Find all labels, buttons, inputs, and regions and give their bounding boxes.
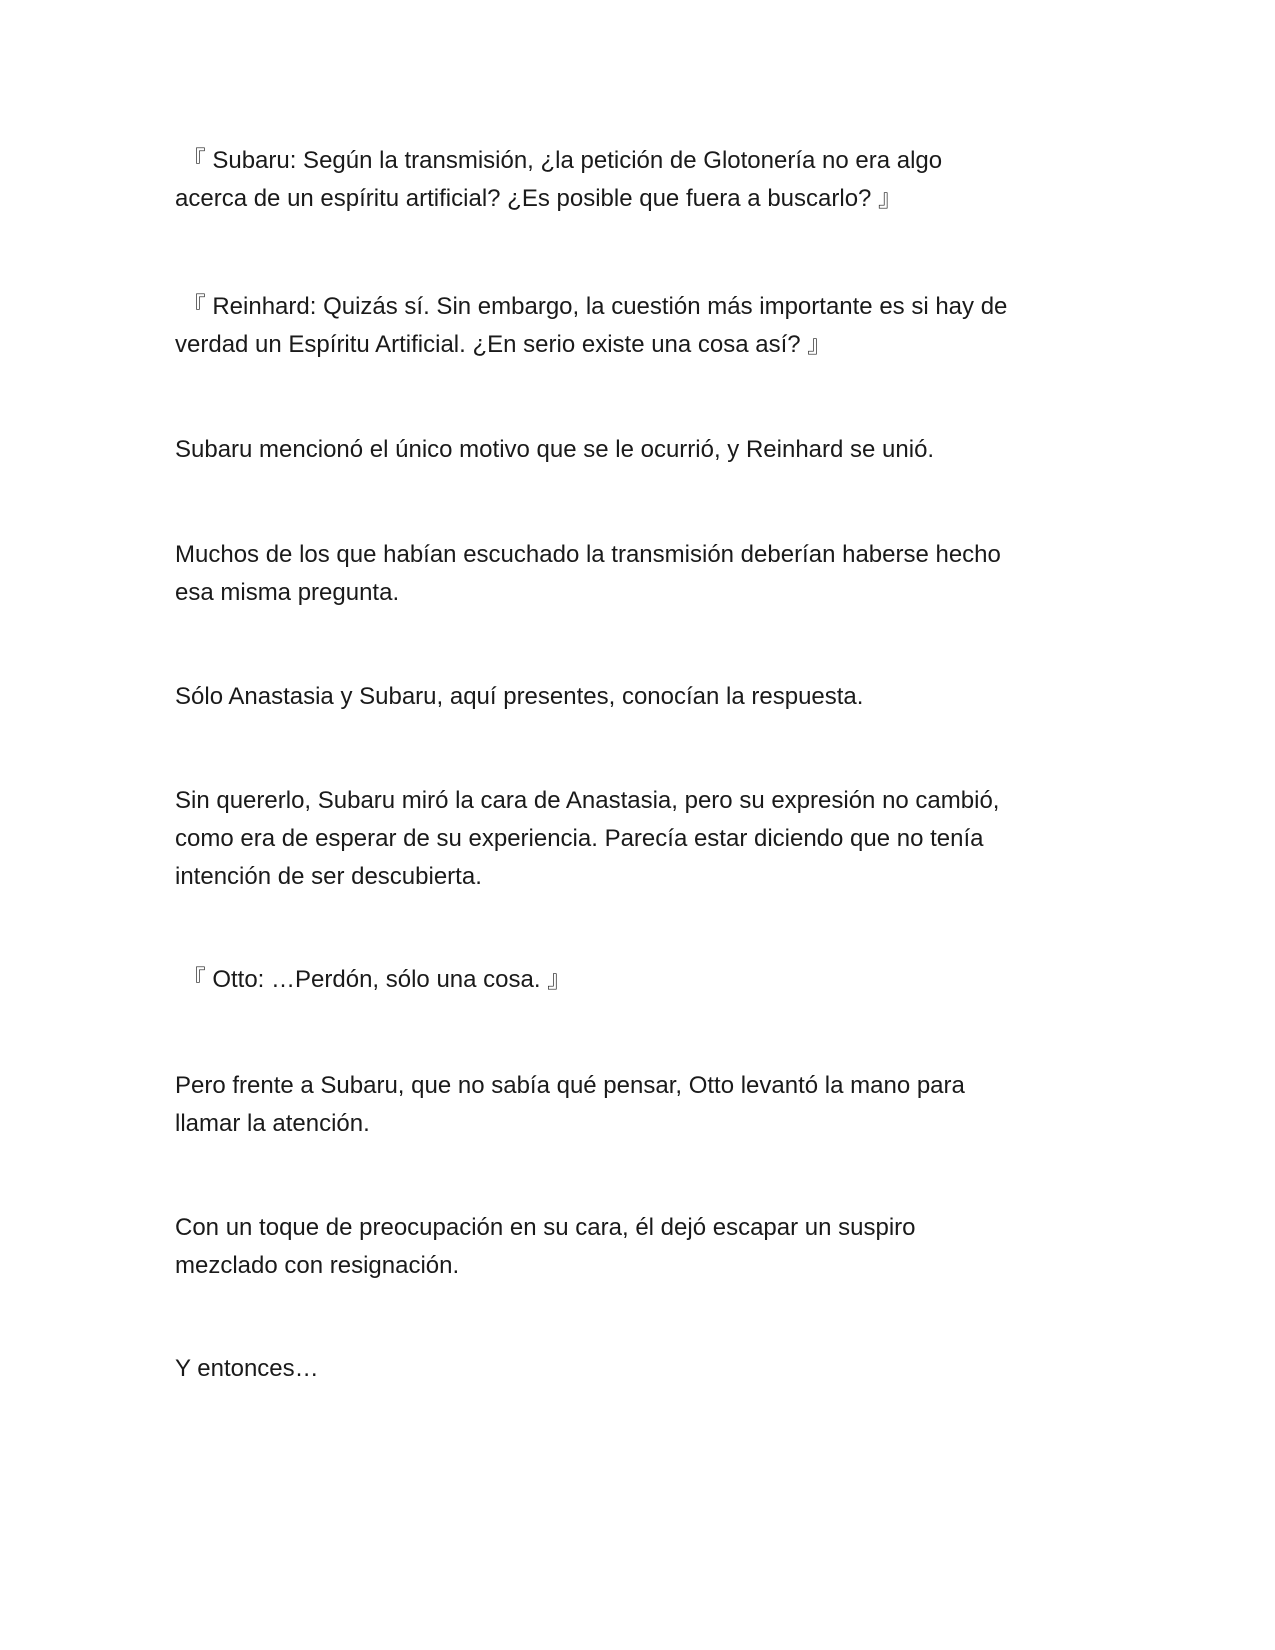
text-line: 『 Otto: …Perdón, sólo una cosa. 』 (175, 966, 572, 993)
paragraph-otto-dialogue (175, 961, 1095, 999)
text-line: Y entonces… (175, 1355, 319, 1382)
paragraph-narration (175, 536, 1095, 612)
text-line: intención de ser descubierta. (175, 863, 482, 890)
text-line: Pero frente a Subaru, que no sabía qué pensar, Otto levantó la mano para (175, 1072, 965, 1099)
text-line: Sin quererlo, Subaru miró la cara de Anastasia, pero su expresión no cambió, (175, 787, 1000, 814)
text-line: Con un toque de preocupación en su cara, él dejó escapar un suspiro (175, 1214, 916, 1241)
paragraph-narration (175, 1209, 1095, 1285)
text-line: 『 Reinhard: Quizás sí. Sin embargo, la cuestión más importante es si hay de (175, 293, 1008, 320)
paragraph-narration (175, 1350, 1095, 1388)
paragraph-subaru-dialogue (175, 142, 1095, 218)
text-line: verdad un Espíritu Artificial. ¿En serio existe una cosa así? 』 (175, 331, 832, 358)
paragraph-narration (175, 1067, 1095, 1143)
text-line: acerca de un espíritu artificial? ¿Es posible que fuera a buscarlo? 』 (175, 185, 903, 212)
text-line: Muchos de los que habían escuchado la transmisión deberían haberse hecho (175, 541, 1001, 568)
paragraph-narration (175, 782, 1095, 896)
text-line: Sólo Anastasia y Subaru, aquí presentes, conocían la respuesta. (175, 683, 864, 710)
paragraph-narration (175, 431, 1095, 469)
text-line: esa misma pregunta. (175, 579, 400, 606)
text-line: mezclado con resignación. (175, 1252, 460, 1279)
text-line: como era de esperar de su experiencia. Parecía estar diciendo que no tenía (175, 825, 984, 852)
paragraph-reinhard-dialogue (175, 288, 1095, 364)
text-line: 『 Subaru: Según la transmisión, ¿la petición de Glotonería no era algo (175, 147, 943, 174)
text-line: llamar la atención. (175, 1110, 370, 1137)
text-line: Subaru mencionó el único motivo que se le ocurrió, y Reinhard se unió. (175, 436, 935, 463)
paragraph-narration (175, 678, 1095, 716)
